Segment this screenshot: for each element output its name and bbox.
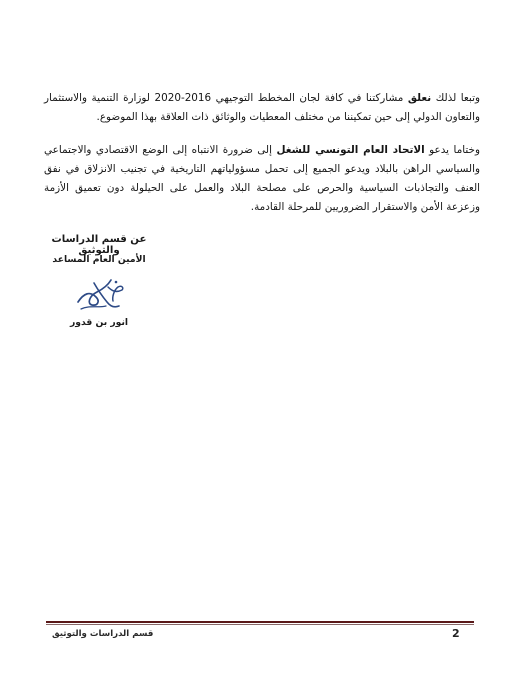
footer-divider bbox=[46, 621, 474, 623]
paragraph-1-bold-1: نعلق bbox=[407, 92, 432, 105]
signatory-name: انور بن قدور bbox=[69, 317, 129, 328]
paragraph-1-text-2: مشاركتنا في كافة لجان المخطط التوجيهي 2016-2020 لوزارة التنمية والاستثمار والتعاون الدولي إلى حين تمكيننا من مختلف المعطيات والوثائق ذات العلاقة بهذا الموضوع. bbox=[44, 92, 480, 124]
handwritten-signature bbox=[72, 275, 128, 315]
paragraph-2-text-1: وختاما يدعو bbox=[424, 144, 480, 157]
paragraph-2-text-2: إلى ضرورة الانتباه إلى الوضع الاقتصادي والاجتماعي والسياسي الراهن بالبلاد ويدعو الجميع إلى تحمل مسؤولياتهم التاريخية في تجنيب الانزلاق في نفق العنف والتجاذبات السياسية والحرص على مصلحة البلاد والعمل على الحيلولة دون تعميق الأزمة وزعزعة الأمن والاستقرار الضروريين للمرحلة القادمة. bbox=[44, 144, 480, 214]
paragraph-2-bold-1: الاتحاد العام التونسي للشغل bbox=[276, 144, 425, 157]
signature-title-line: الأمين العام المساعد bbox=[52, 254, 146, 265]
page-number: 2 bbox=[452, 627, 460, 640]
signature-department-line: عن قسم الدراسات والتوثيق bbox=[51, 234, 147, 256]
paragraph-conclusion bbox=[44, 141, 480, 217]
paragraph-suspension bbox=[44, 89, 480, 127]
paragraph-1-text-1: وتبعا لذلك bbox=[431, 92, 480, 105]
footer-department-label: قسم الدراسات والتوثيق bbox=[52, 629, 154, 639]
footer-divider-secondary bbox=[46, 624, 474, 625]
